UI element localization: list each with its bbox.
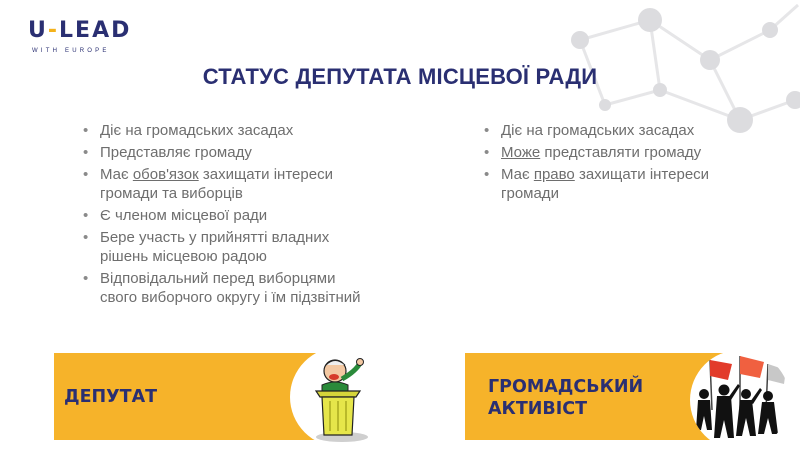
deputy-attributes-list [83, 121, 363, 310]
list-item-text: представляти громаду [540, 144, 702, 161]
emphasized-word: обов'язок [132, 166, 199, 183]
list-item-text: Бере участь у прийнятті владних рішень місцевою радою [100, 229, 330, 265]
list-item [83, 121, 363, 140]
activists-with-flags-icon [690, 350, 790, 450]
list-item [484, 165, 759, 203]
list-item [83, 206, 363, 225]
list-item [83, 143, 363, 162]
list-item-text: Має [100, 166, 133, 183]
page-title: СТАТУС ДЕПУТАТА МІСЦЕВОЇ РАДИ [202, 64, 598, 89]
logo-suffix: LEAD [59, 18, 132, 43]
list-item-text: Діє на громадських засадах [100, 122, 294, 139]
activist-image [690, 350, 790, 450]
list-item-text: Має [501, 166, 534, 183]
list-item-text: Відповідальний перед виборцями свого виборчого округу і їм підзвітний [100, 270, 361, 306]
logo-text [28, 20, 131, 42]
deputy-image [290, 347, 390, 447]
list-item [83, 228, 363, 266]
list-item [83, 269, 363, 307]
deputy-at-podium-icon [290, 347, 390, 447]
logo-prefix: U [28, 18, 48, 43]
list-item-text: Є членом місцевої ради [100, 207, 268, 224]
u-lead-logo [28, 20, 131, 54]
list-item-text: захищати інтереси громади та виборців [100, 166, 333, 202]
activist-attributes-list [484, 121, 759, 206]
logo-subtitle: WITH EUROPE [32, 48, 110, 54]
emphasized-word: право [533, 166, 575, 183]
list-item-text: захищати інтереси громади [501, 166, 710, 202]
list-item-text: Представляє громаду [100, 144, 252, 161]
emphasized-word: Може [501, 144, 541, 161]
list-item [484, 143, 759, 162]
list-item [484, 121, 759, 140]
list-item-text: Діє на громадських засадах [501, 122, 695, 139]
activist-label: ГРОМАДСЬКИЙ АКТИВІСТ [488, 377, 644, 419]
list-item [83, 165, 363, 203]
deputy-label: ДЕПУТАТ [64, 387, 158, 407]
logo-dash: - [47, 18, 60, 43]
